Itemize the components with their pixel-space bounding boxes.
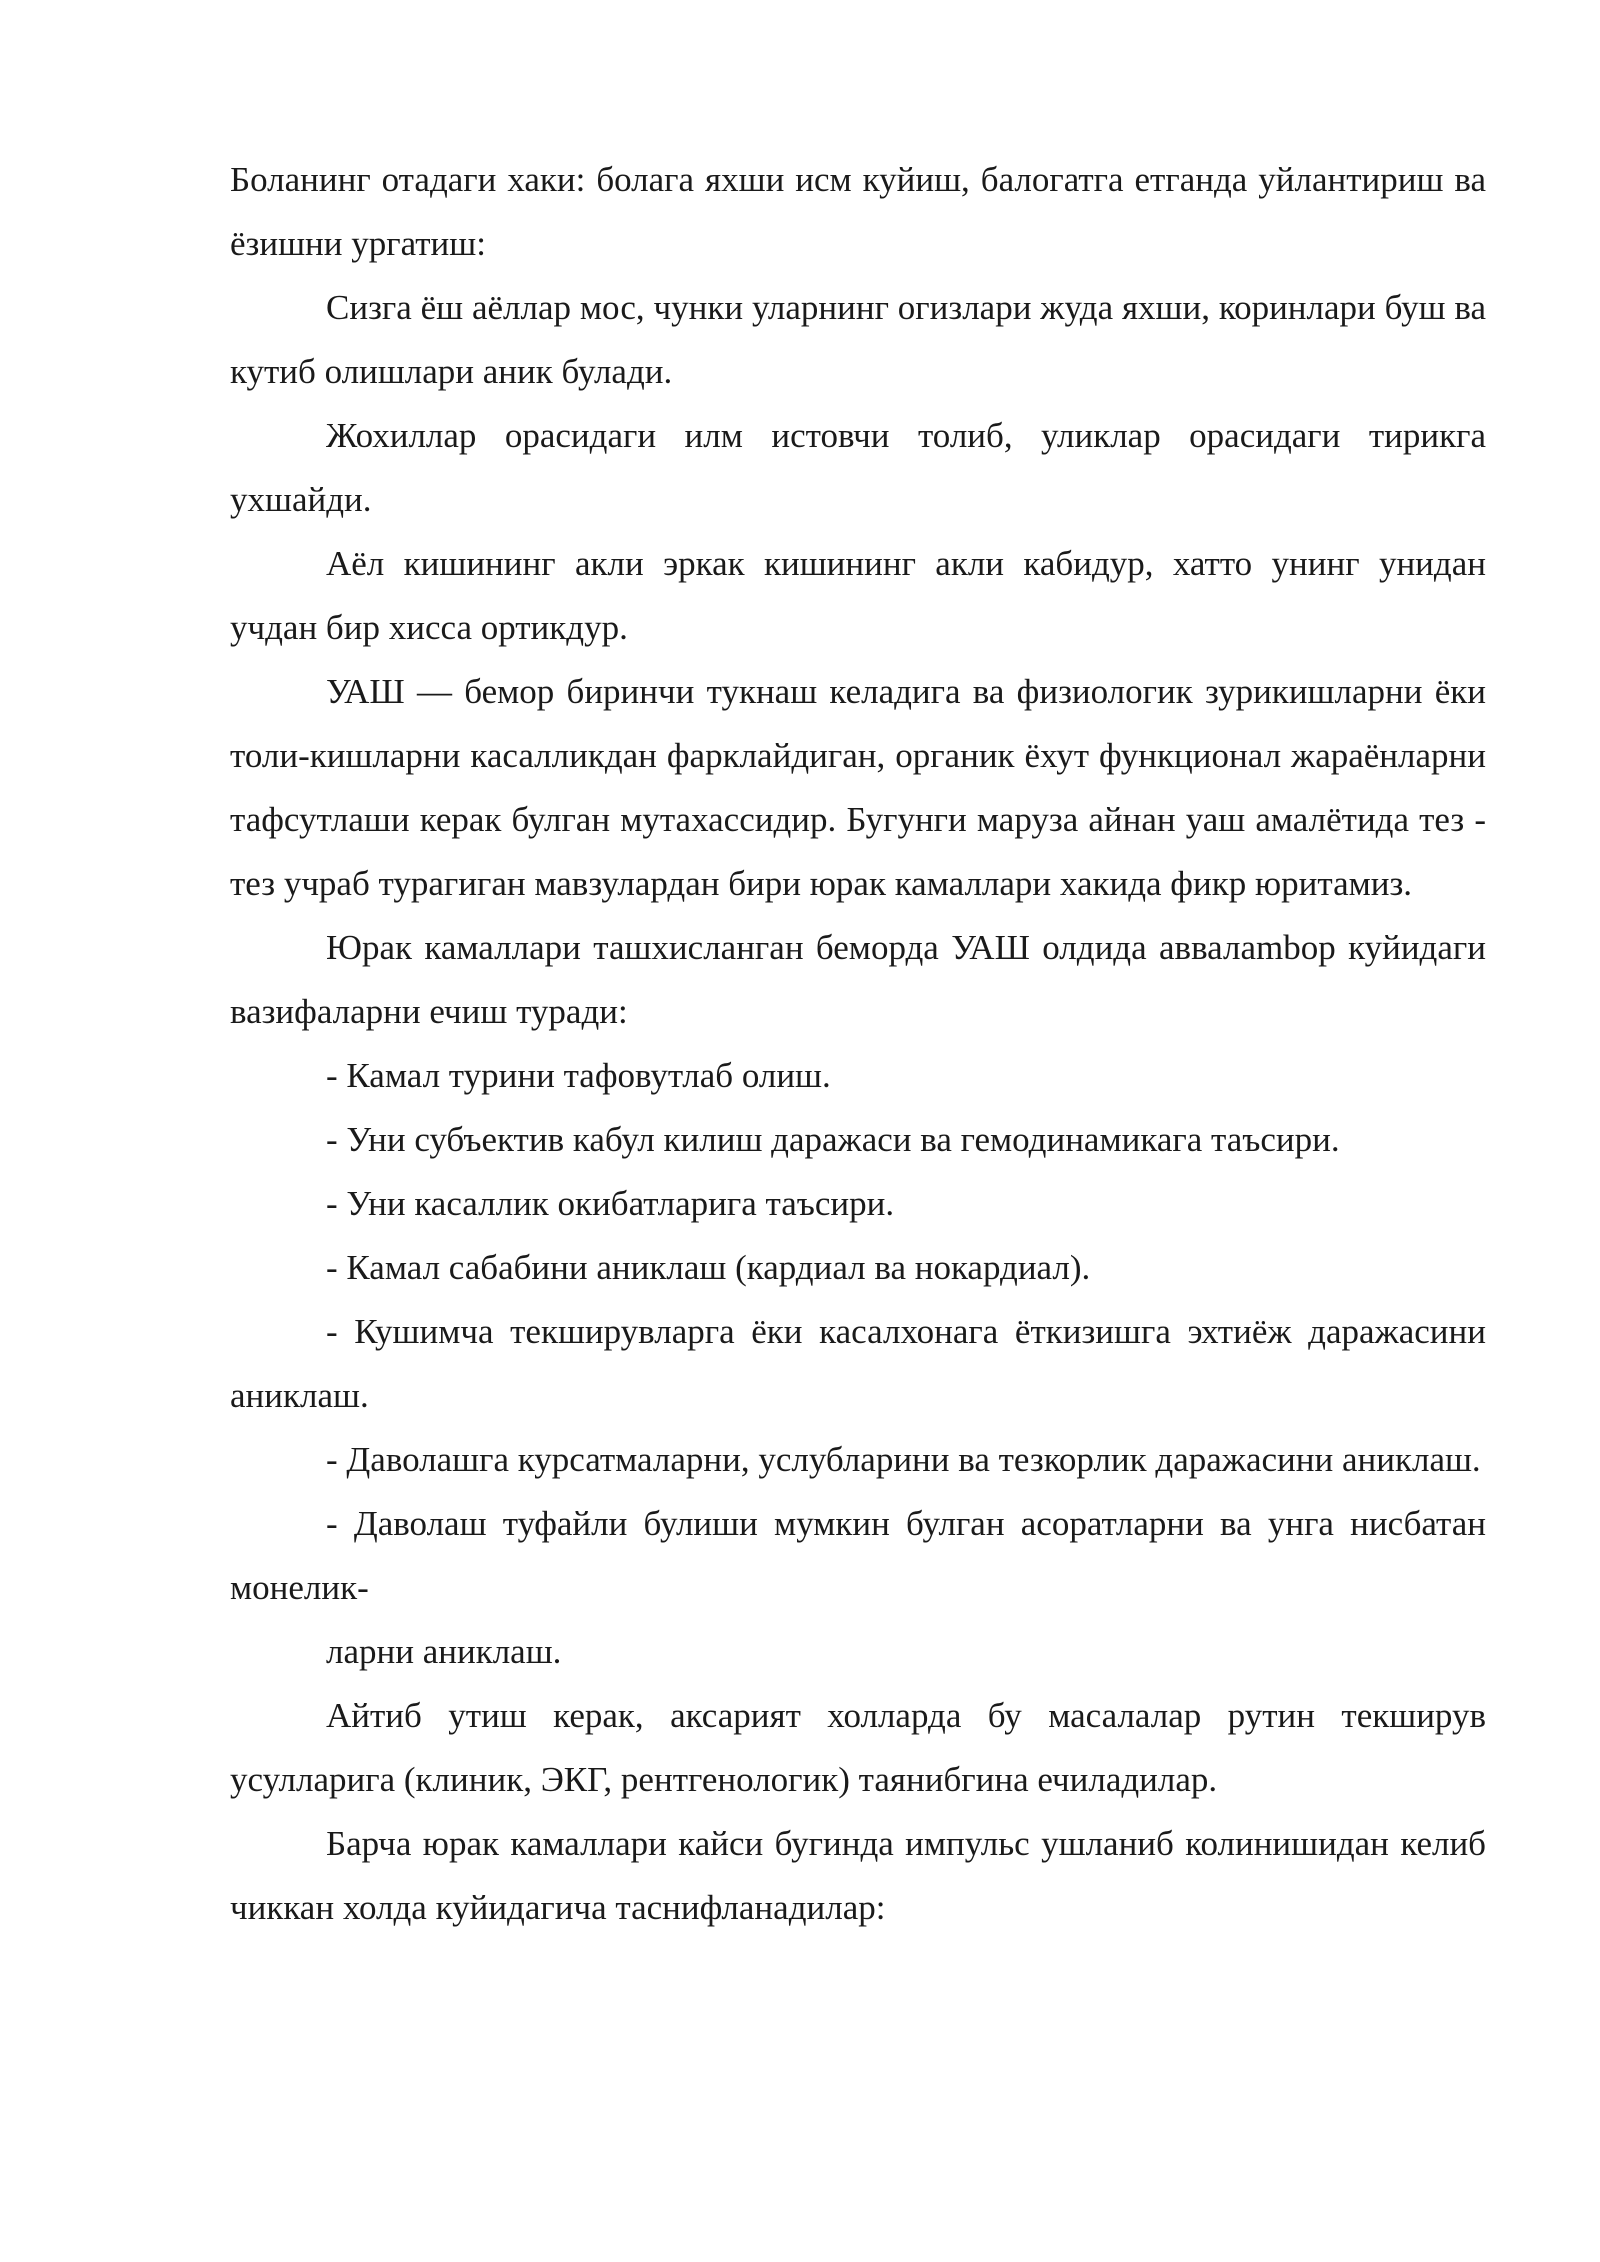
list-item-treatment-indications: - Даволашга курсатмаларни, услубларини ва тезкорлик даражасини аниклаш. <box>326 1440 1481 1479</box>
paragraph-classification: Барча юрак камаллари кайси бугинда импульс ушланиб колинишидан келиб чиккан холда куйидагича таснифланадилар: <box>230 1824 1486 1927</box>
list-item-disease-outcome: - Уни касаллик окибатларига таъсири. <box>326 1184 895 1223</box>
list-item-treatment-complications: - Даволаш туфайли булиши мумкин булган асоратларни ва унга нисбатан монелик- <box>230 1504 1486 1607</box>
list-item-additional-tests: - Кушимча текширувларга ёки касалхонага ёткизишга эхтиёж даражасини аниклаш. <box>230 1312 1486 1415</box>
paragraph-routine-methods: Айтиб утиш керак, аксарият холларда бу масалалар рутин текширув усулларига (клиник, ЭКГ, рентгенологик) таянибгина ечиладилар. <box>230 1696 1486 1799</box>
paragraph-seeker-of-knowledge: Жохиллар орасидаги илм истовчи толиб, уликлар орасидаги тирикга ухшайди. <box>230 416 1486 519</box>
list-item-block-cause: - Камал сабабини аниклаш (кардиал ва нокардиал). <box>326 1248 1091 1287</box>
document-body <box>230 148 1486 1940</box>
list-item-continuation: ларни аниклаш. <box>326 1632 562 1671</box>
paragraph-heart-block-tasks: Юрак камаллари ташхисланган беморда УАШ олдида аввалambор куйидаги вазифаларни ечиш туради: <box>230 928 1486 1031</box>
list-item-block-type: - Камал турини тафовутлаб олиш. <box>326 1056 831 1095</box>
paragraph-child-rights: Боланинг отадаги хаки: болага яхши исм куйиш, балогатга етганда уйлантириш ва ёзишни ургатиш: <box>230 160 1486 263</box>
paragraph-gp-definition: УАШ — бемор биринчи тукнаш келадига ва физиологик зурикишларни ёки толи-кишларни касалликдан фарклайдиган, органик ёхут функционал жараёнларни тафсутлаши керак булган мутахассидир. Бугунги маруза айнан уаш амалётида тез - тез учраб турагиган мавзулардан бири юрак камаллари хакида фикр юритамиз. <box>230 672 1486 903</box>
list-item-subjective-tolerance: - Уни субъектив кабул килиш даражаси ва гемодинамикага таъсири. <box>326 1120 1340 1159</box>
paragraph-young-women: Сизга ёш аёллар мос, чунки уларнинг огизлари жуда яхши, коринлари буш ва кутиб олишлари аник булади. <box>230 288 1486 391</box>
paragraph-womans-mind: Аёл кишининг акли эркак кишининг акли кабидур, хатто унинг унидан учдан бир хисса ортикдур. <box>230 544 1486 647</box>
